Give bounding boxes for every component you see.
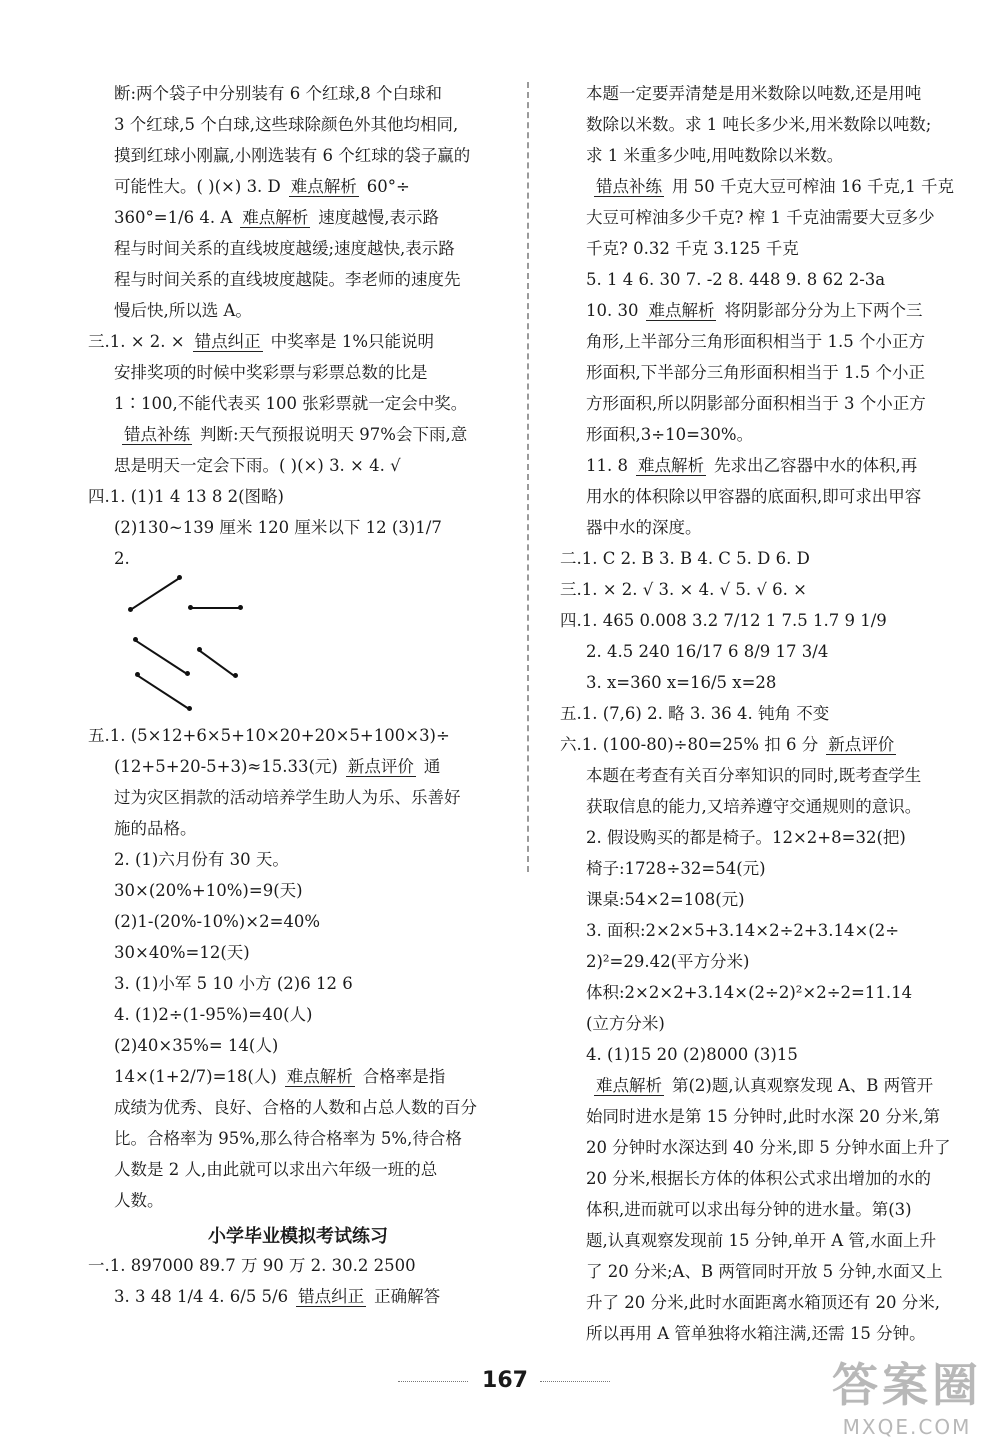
left-answers-part2	[88, 720, 508, 1216]
text-line	[88, 233, 508, 264]
text-line	[560, 388, 970, 419]
text-line	[560, 574, 970, 605]
note-tag: 难点解析	[286, 1067, 353, 1086]
text-line	[560, 853, 970, 884]
note-tag: 难点解析	[242, 208, 309, 227]
page-number: 167	[482, 1368, 528, 1393]
footer-rule-right	[540, 1381, 610, 1382]
text-line	[560, 233, 970, 264]
text-line	[560, 729, 970, 760]
line-text-after: 判断:天气预报说明天 97%会下雨,意	[200, 425, 468, 444]
text-line	[560, 1287, 970, 1318]
text-line	[88, 388, 508, 419]
text-line	[560, 636, 970, 667]
note-tag: 难点解析	[596, 1076, 662, 1095]
line-text: 大豆可榨油多少千克? 榨 1 千克油需要大豆多少	[586, 208, 935, 227]
line-text: 过为灾区捐款的活动培养学生助人为乐、乐善好	[114, 788, 461, 807]
line-text: (2)130~139 厘米 120 厘米以下 12 (3)1/7	[114, 518, 442, 537]
line-text-after: 将阴影部分分为上下两个三	[724, 301, 923, 320]
text-line	[560, 1194, 970, 1225]
text-line	[560, 698, 970, 729]
line-text: 3. (1)小军 5 10 小方 (2)6 12 6	[114, 974, 353, 993]
line-text: 30×40%=12(天)	[114, 943, 250, 962]
text-line	[560, 1318, 970, 1349]
line-text: (12+5+20-5+3)≈15.33(元)	[114, 757, 338, 776]
text-line	[88, 295, 508, 326]
text-line	[88, 813, 508, 844]
watermark-url: MXQE.COM	[842, 1415, 972, 1439]
right-column	[560, 78, 970, 1349]
line-text: 数除以米数。求 1 吨长多少米,用米数除以吨数;	[586, 115, 932, 134]
line-text: 三.1. × 2. √ 3. × 4. √ 5. √ 6. ×	[560, 580, 807, 599]
line-text: 一.1. 897000 89.7 万 90 万 2. 30.2 2500	[88, 1256, 416, 1275]
text-line	[560, 1132, 970, 1163]
line-text: 形面积,3÷10=30%。	[586, 425, 754, 444]
text-line	[560, 450, 970, 481]
segment-b	[190, 607, 240, 609]
note-tag: 错点补练	[596, 177, 662, 196]
text-line	[560, 543, 970, 574]
line-text: 三.1. × 2. ×	[88, 332, 185, 351]
text-line	[88, 481, 508, 512]
note-tag: 难点解析	[648, 301, 715, 320]
line-text: 11. 8	[586, 456, 628, 475]
note-tag: 难点解析	[290, 177, 357, 196]
text-line	[560, 295, 970, 326]
text-line	[560, 884, 970, 915]
note-tag: 错点补练	[124, 425, 190, 444]
text-line	[88, 875, 508, 906]
line-text-after: 速度越慢,表示路	[318, 208, 440, 227]
text-line	[560, 78, 970, 109]
line-text: 体积:2×2×2+3.14×(2÷2)²×2÷2=11.14	[586, 983, 913, 1002]
watermark-logo-text: 答案圈	[832, 1358, 982, 1412]
line-text-after: 先求出乙容器中水的体积,再	[713, 456, 918, 475]
line-text: 3. 面积:2×2×5+3.14×2÷2+3.14×(2÷	[586, 921, 900, 940]
segment-a	[130, 577, 180, 610]
line-text: 题,认真观察发现前 15 分钟,单开 A 管,水面上升	[586, 1231, 937, 1250]
line-text-after: 正确解答	[374, 1287, 441, 1306]
text-line	[88, 202, 508, 233]
line-text: 千克? 0.32 千克 3.125 千克	[586, 239, 799, 258]
text-line	[88, 782, 508, 813]
line-text: 4. (1)2÷(1-95%)=40(人)	[114, 1005, 313, 1024]
text-line	[560, 1070, 970, 1101]
line-text: 六.1. (100-80)÷80=25% 扣 6 分	[560, 735, 819, 754]
text-line	[88, 844, 508, 875]
line-text: 20 分米,根据长方体的体积公式求出增加的水的	[586, 1169, 931, 1188]
left-answers-part3	[88, 1250, 508, 1312]
line-text: 慢后快,所以选 A。	[114, 301, 252, 320]
note-tag: 难点解析	[637, 456, 704, 475]
line-text: 成绩为优秀、良好、合格的人数和占总人数的百分	[114, 1098, 477, 1117]
line-text: 课桌:54×2=108(元)	[586, 890, 745, 909]
text-line	[88, 720, 508, 751]
line-text: 4. (1)15 20 (2)8000 (3)15	[586, 1045, 798, 1064]
line-segments-figure	[88, 574, 508, 694]
line-text: 施的品格。	[114, 819, 197, 838]
text-line	[560, 915, 970, 946]
left-answers-part1	[88, 78, 508, 574]
text-line	[560, 946, 970, 977]
line-text: 程与时间关系的直线坡度越缓;速度越快,表示路	[114, 239, 455, 258]
text-line	[88, 450, 508, 481]
text-line	[88, 751, 508, 782]
watermark-logo	[832, 1349, 982, 1439]
text-line	[560, 481, 970, 512]
text-line	[88, 1092, 508, 1123]
text-line	[560, 140, 970, 171]
text-line	[560, 760, 970, 791]
text-line	[560, 202, 970, 233]
line-text: 断:两个袋子中分别装有 6 个红球,8 个白球和	[114, 84, 443, 103]
text-line	[88, 1154, 508, 1185]
text-line	[88, 109, 508, 140]
line-text: 可能性大。( )(×) 3. D	[114, 177, 281, 196]
line-text: 四.1. (1)1 4 13 8 2(图略)	[88, 487, 284, 506]
text-line	[88, 1030, 508, 1061]
text-line	[560, 357, 970, 388]
text-line	[88, 1250, 508, 1281]
text-line	[88, 1061, 508, 1092]
text-line	[560, 605, 970, 636]
text-line	[560, 512, 970, 543]
line-text: 2. (1)六月份有 30 天。	[114, 850, 289, 869]
text-line	[560, 264, 970, 295]
line-text: 2)²=29.42(平方分米)	[586, 952, 750, 971]
line-text: 人数。	[114, 1191, 164, 1210]
line-text-after: 第(2)题,认真观察发现 A、B 两管开	[672, 1076, 934, 1095]
line-text: 3. 3 48 1/4 4. 6/5 5/6	[114, 1287, 289, 1306]
line-text: 二.1. C 2. B 3. B 4. C 5. D 6. D	[560, 549, 810, 568]
line-text: 始同时进水是第 15 分钟时,此时水深 20 分米,第	[586, 1107, 940, 1126]
line-text: 20 分钟时水深达到 40 分米,即 5 分钟水面上升了	[586, 1138, 951, 1157]
line-text: 四.1. 465 0.008 3.2 7/12 1 7.5 1.7 9 1/9	[560, 611, 887, 630]
text-line	[88, 1185, 508, 1216]
text-line	[560, 1225, 970, 1256]
text-line	[88, 326, 508, 357]
line-text: 椅子:1728÷32=54(元)	[586, 859, 766, 878]
segment-c	[134, 639, 187, 674]
text-line	[560, 1101, 970, 1132]
text-line	[88, 1123, 508, 1154]
text-line	[560, 109, 970, 140]
text-line	[88, 1281, 508, 1312]
line-text: 角形,上半部分三角形面积相当于 1.5 个小正方	[586, 332, 925, 351]
line-text: 了 20 分米;A、B 两管同时开放 5 分钟,水面又上	[586, 1262, 943, 1281]
note-tag: 错点纠正	[194, 332, 261, 351]
line-text: 30×(20%+10%)=9(天)	[114, 881, 303, 900]
line-text-after: 60°÷	[366, 177, 410, 196]
line-text: 形面积,下半部分三角形面积相当于 1.5 个小正	[586, 363, 925, 382]
text-line	[88, 543, 508, 574]
line-text: 求 1 米重多少吨,用吨数除以米数。	[586, 146, 844, 165]
line-text-after: 中奖率是 1%只能说明	[270, 332, 435, 351]
line-text: 3. x=360 x=16/5 x=28	[586, 673, 777, 692]
line-text: 本题在考查有关百分率知识的同时,既考查学生	[586, 766, 922, 785]
line-text: 10. 30	[586, 301, 639, 320]
line-text: 所以再用 A 管单独将水箱注满,还需 15 分钟。	[586, 1324, 926, 1343]
text-line	[560, 667, 970, 698]
right-answers	[560, 78, 970, 1349]
note-tag: 错点纠正	[298, 1287, 365, 1306]
line-text: 1∶100,不能代表买 100 张彩票就一定会中奖。	[114, 394, 468, 413]
column-divider	[527, 82, 529, 872]
text-line	[560, 1163, 970, 1194]
line-text: 思是明天一定会下雨。( )(×) 3. × 4. √	[114, 456, 401, 475]
line-text: 人数是 2 人,由此就可以求出六年级一班的总	[114, 1160, 438, 1179]
left-column	[88, 78, 508, 1312]
line-text: 2. 假设购买的都是椅子。12×2+8=32(把)	[586, 828, 906, 847]
line-text: 获取信息的能力,又培养遵守交通规则的意识。	[586, 797, 922, 816]
line-text: 升了 20 分米,此时水面距离水箱顶还有 20 分米,	[586, 1293, 940, 1312]
line-text: 方形面积,所以阴影部分面积相当于 3 个小正方	[586, 394, 926, 413]
line-text: 5. 1 4 6. 30 7. -2 8. 448 9. 8 62 2-3a	[586, 270, 886, 289]
line-text: 2. 4.5 240 16/17 6 8/9 17 3/4	[586, 642, 829, 661]
text-line	[560, 419, 970, 450]
segment-d	[198, 649, 236, 677]
line-text-after: 合格率是指	[362, 1067, 446, 1086]
text-line	[88, 512, 508, 543]
line-text: 14×(1+2/7)=18(人)	[114, 1067, 277, 1086]
text-line	[560, 822, 970, 853]
line-text: 五.1. (5×12+6×5+10×20+20×5+100×3)÷	[88, 726, 450, 745]
line-text: 2.	[114, 549, 130, 568]
text-line	[560, 1256, 970, 1287]
note-tag: 新点评价	[347, 757, 414, 776]
text-line	[560, 1008, 970, 1039]
line-text-after: 通	[423, 757, 441, 776]
text-line	[560, 326, 970, 357]
text-line	[88, 906, 508, 937]
text-line	[88, 419, 508, 450]
text-line	[560, 977, 970, 1008]
note-tag: 新点评价	[828, 735, 895, 754]
text-line	[88, 357, 508, 388]
text-line	[88, 140, 508, 171]
line-text: (2)1-(20%-10%)×2=40%	[114, 912, 321, 931]
text-line	[88, 78, 508, 109]
line-text: 用水的体积除以甲容器的底面积,即可求出甲容	[586, 487, 922, 506]
text-line	[88, 264, 508, 295]
section-title: 小学毕业模拟考试练习	[208, 1226, 388, 1247]
line-text: 摸到红球小刚赢,小刚选装有 6 个红球的袋子赢的	[114, 146, 471, 165]
text-line	[560, 1039, 970, 1070]
line-text: 安排奖项的时候中奖彩票与彩票总数的比是	[114, 363, 428, 382]
line-text: 比。合格率为 95%,那么待合格率为 5%,待合格	[114, 1129, 462, 1148]
line-text: 本题一定要弄清楚是用米数除以吨数,还是用吨	[586, 84, 922, 103]
line-text: 360°=1/6 4. A	[114, 208, 233, 227]
line-text: 五.1. (7,6) 2. 略 3. 36 4. 钝角 不变	[560, 704, 830, 723]
text-line	[560, 171, 970, 202]
text-line	[88, 968, 508, 999]
line-text: (立方分米)	[586, 1014, 665, 1033]
line-text: 程与时间关系的直线坡度越陡。李老师的速度先	[114, 270, 461, 289]
text-line	[560, 791, 970, 822]
line-text-after: 用 50 千克大豆可榨油 16 千克,1 千克	[672, 177, 954, 196]
footer-rule-left	[398, 1381, 468, 1382]
line-text: 体积,进而就可以求出每分钟的进水量。第(3)	[586, 1200, 912, 1219]
line-text: (2)40×35%= 14(人)	[114, 1036, 279, 1055]
text-line	[88, 999, 508, 1030]
text-line	[88, 937, 508, 968]
line-text: 3 个红球,5 个白球,这些球除颜色外其他均相同,	[114, 115, 459, 134]
text-line	[88, 171, 508, 202]
line-text: 器中水的深度。	[586, 518, 702, 537]
